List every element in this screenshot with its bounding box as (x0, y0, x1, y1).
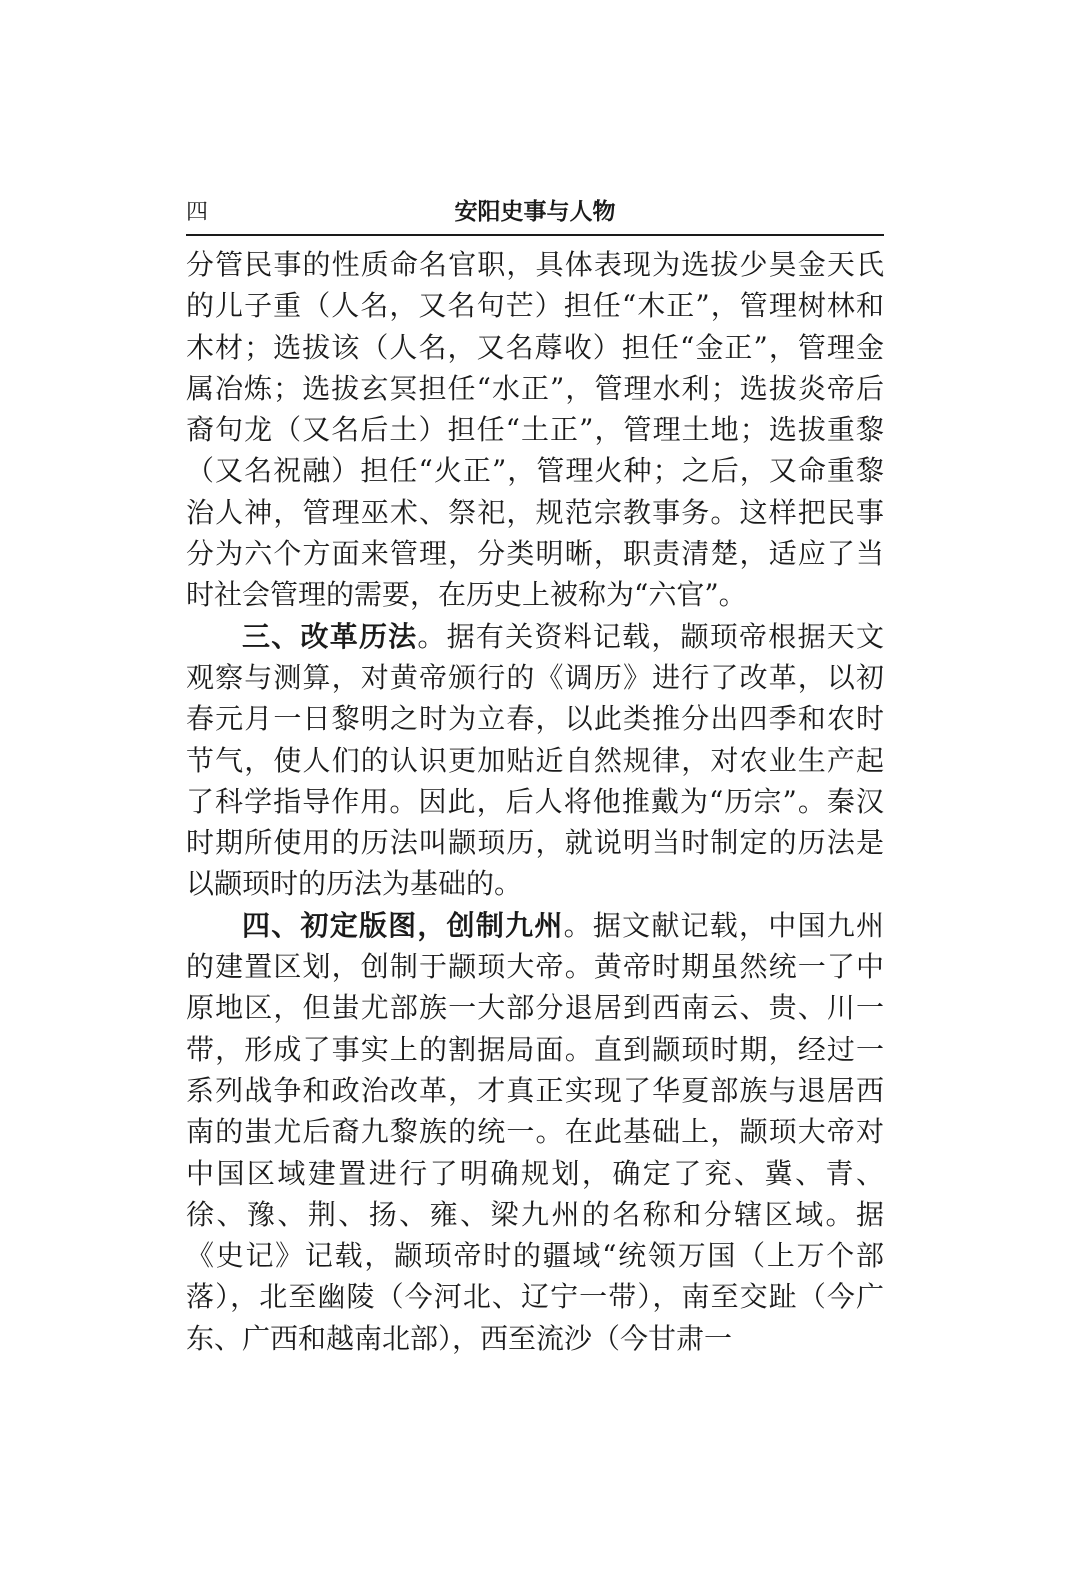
paragraph-continued (186, 244, 884, 616)
book-title: 安阳史事与人物 (454, 198, 616, 225)
paragraph-text: 。据文献记载，中国九州的建置区划，创制于颛顼大帝。黄帝时期虽然统一了中原地区，但蚩尤部族一大部分退居到西南云、贵、川一带，形成了事实上的割据局面。直到颛顼时期，经过一系列战争和政治改革，才真正实现了华夏部族与退居西南的蚩尤后裔九黎族的统一。在此基础上，颛顼大帝对中国区域建置进行了明确规划，确定了兖、冀、青、徐、豫、荆、扬、雍、梁九州的名称和分辖区域。据《史记》记载，颛顼帝时的疆域“统领万国（上万个部落），北至幽陵（今河北、辽宁一带），南至交趾（今广东、广西和越南北部），西至流沙（今甘肃一 (186, 908, 884, 1355)
page-header (186, 196, 884, 236)
section-heading: 三、改革历法 (242, 619, 418, 653)
paragraph-nine-provinces (186, 905, 884, 1359)
section-heading: 四、初定版图，创制九州 (242, 908, 564, 942)
body-text (186, 244, 884, 1359)
paragraph-reform-calendar (186, 616, 884, 905)
paragraph-text: 。据有关资料记载，颛顼帝根据天文观察与测算，对黄帝颁行的《调历》进行了改革，以初春元月一日黎明之时为立春，以此类推分出四季和农时节气，使人们的认识更加贴近自然规律，对农业生产起了科学指导作用。因此，后人将他推戴为“历宗”。秦汉时期所使用的历法叫颛顼历，就说明当时制定的历法是以颛顼时的历法为基础的。 (186, 619, 884, 901)
page-number: 四 (186, 200, 209, 225)
paragraph-text: 分管民事的性质命名官职，具体表现为选拔少昊金天氏的儿子重（人名，又名句芒）担任“木正”，管理树林和木材；选拔该（人名，又名蓐收）担任“金正”，管理金属冶炼；选拔玄冥担任“水正”，管理水利；选拔炎帝后裔句龙（又名后土）担任“土正”，管理土地；选拔重黎（又名祝融）担任“火正”，管理火种；之后，又命重黎治人神，管理巫术、祭祀，规范宗教事务。这样把民事分为六个方面来管理，分类明晰，职责清楚，适应了当时社会管理的需要，在历史上被称为“六官”。 (186, 248, 884, 612)
